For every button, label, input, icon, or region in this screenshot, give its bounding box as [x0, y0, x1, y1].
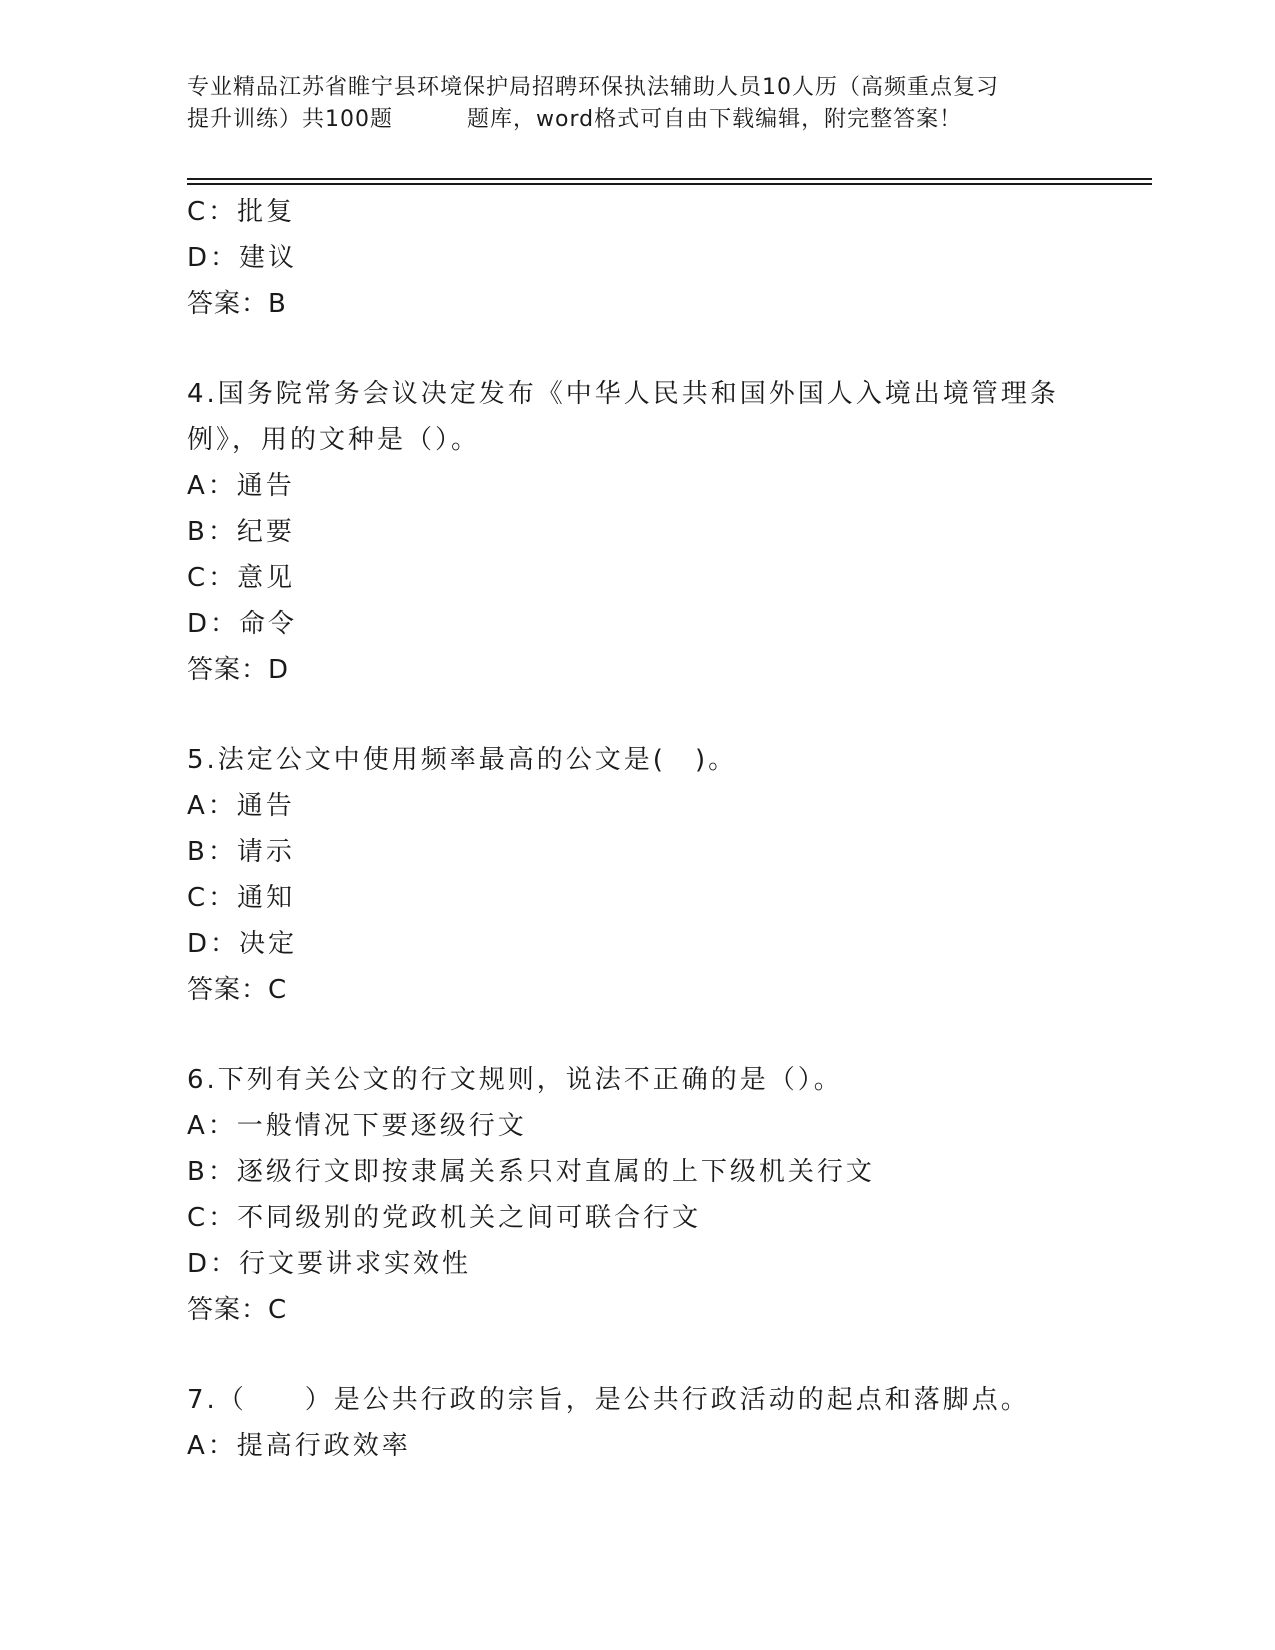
question-stem-line1: 4.国务院常务会议决定发布《中华人民共和国外国人入境出境管理条: [187, 379, 1059, 409]
question-6: [187, 1057, 1087, 1333]
option-a: A：通告: [187, 791, 295, 821]
option-b: B：逐级行文即按隶属关系只对直属的上下级机关行文: [187, 1157, 875, 1187]
option-d: D：命令: [187, 609, 298, 639]
option-a: A：提高行政效率: [187, 1431, 411, 1461]
question-7: [187, 1377, 1087, 1469]
question-5: [187, 737, 1087, 1013]
answer-line: 答案：C: [187, 1295, 288, 1325]
option-b: B：纪要: [187, 517, 295, 547]
option-a: A：通告: [187, 471, 295, 501]
header-divider-bottom: [187, 183, 1152, 185]
header-title-line1: 专业精品江苏省睢宁县环境保护局招聘环保执法辅助人员10人历（高频重点复习: [187, 75, 999, 100]
question-stem-line2: 例》，用的文种是（）。: [187, 425, 481, 455]
answer-line: 答案：B: [187, 289, 287, 319]
option-c: C：通知: [187, 883, 296, 913]
header-title-line2-part1: 提升训练）共100题: [187, 107, 393, 132]
question-list: [187, 189, 1087, 1469]
option-d: D：行文要讲求实效性: [187, 1249, 472, 1279]
option-a: A：一般情况下要逐级行文: [187, 1111, 527, 1141]
header-title-line2-part2: 题库，word格式可自由下载编辑，附完整答案！: [467, 107, 963, 132]
question-stem: 7.（ ）是公共行政的宗旨，是公共行政活动的起点和落脚点。: [187, 1385, 1030, 1415]
option-c: C：不同级别的党政机关之间可联合行文: [187, 1203, 702, 1233]
option-b: B：请示: [187, 837, 295, 867]
question-stem: 5.法定公文中使用频率最高的公文是( )。: [187, 745, 738, 775]
answer-line: 答案：C: [187, 975, 288, 1005]
option-d: D：决定: [187, 929, 298, 959]
header-title-line2: [187, 104, 1087, 136]
question-stem: 6.下列有关公文的行文规则，说法不正确的是（）。: [187, 1065, 843, 1095]
answer-line: 答案：D: [187, 655, 290, 685]
header-divider-top: [187, 178, 1152, 180]
option-d: D：建议: [187, 243, 298, 273]
option-c: C：批复: [187, 197, 296, 227]
document-header: [187, 72, 1087, 136]
option-c: C：意见: [187, 563, 296, 593]
question-3-tail: [187, 189, 1087, 327]
question-4: [187, 371, 1087, 693]
